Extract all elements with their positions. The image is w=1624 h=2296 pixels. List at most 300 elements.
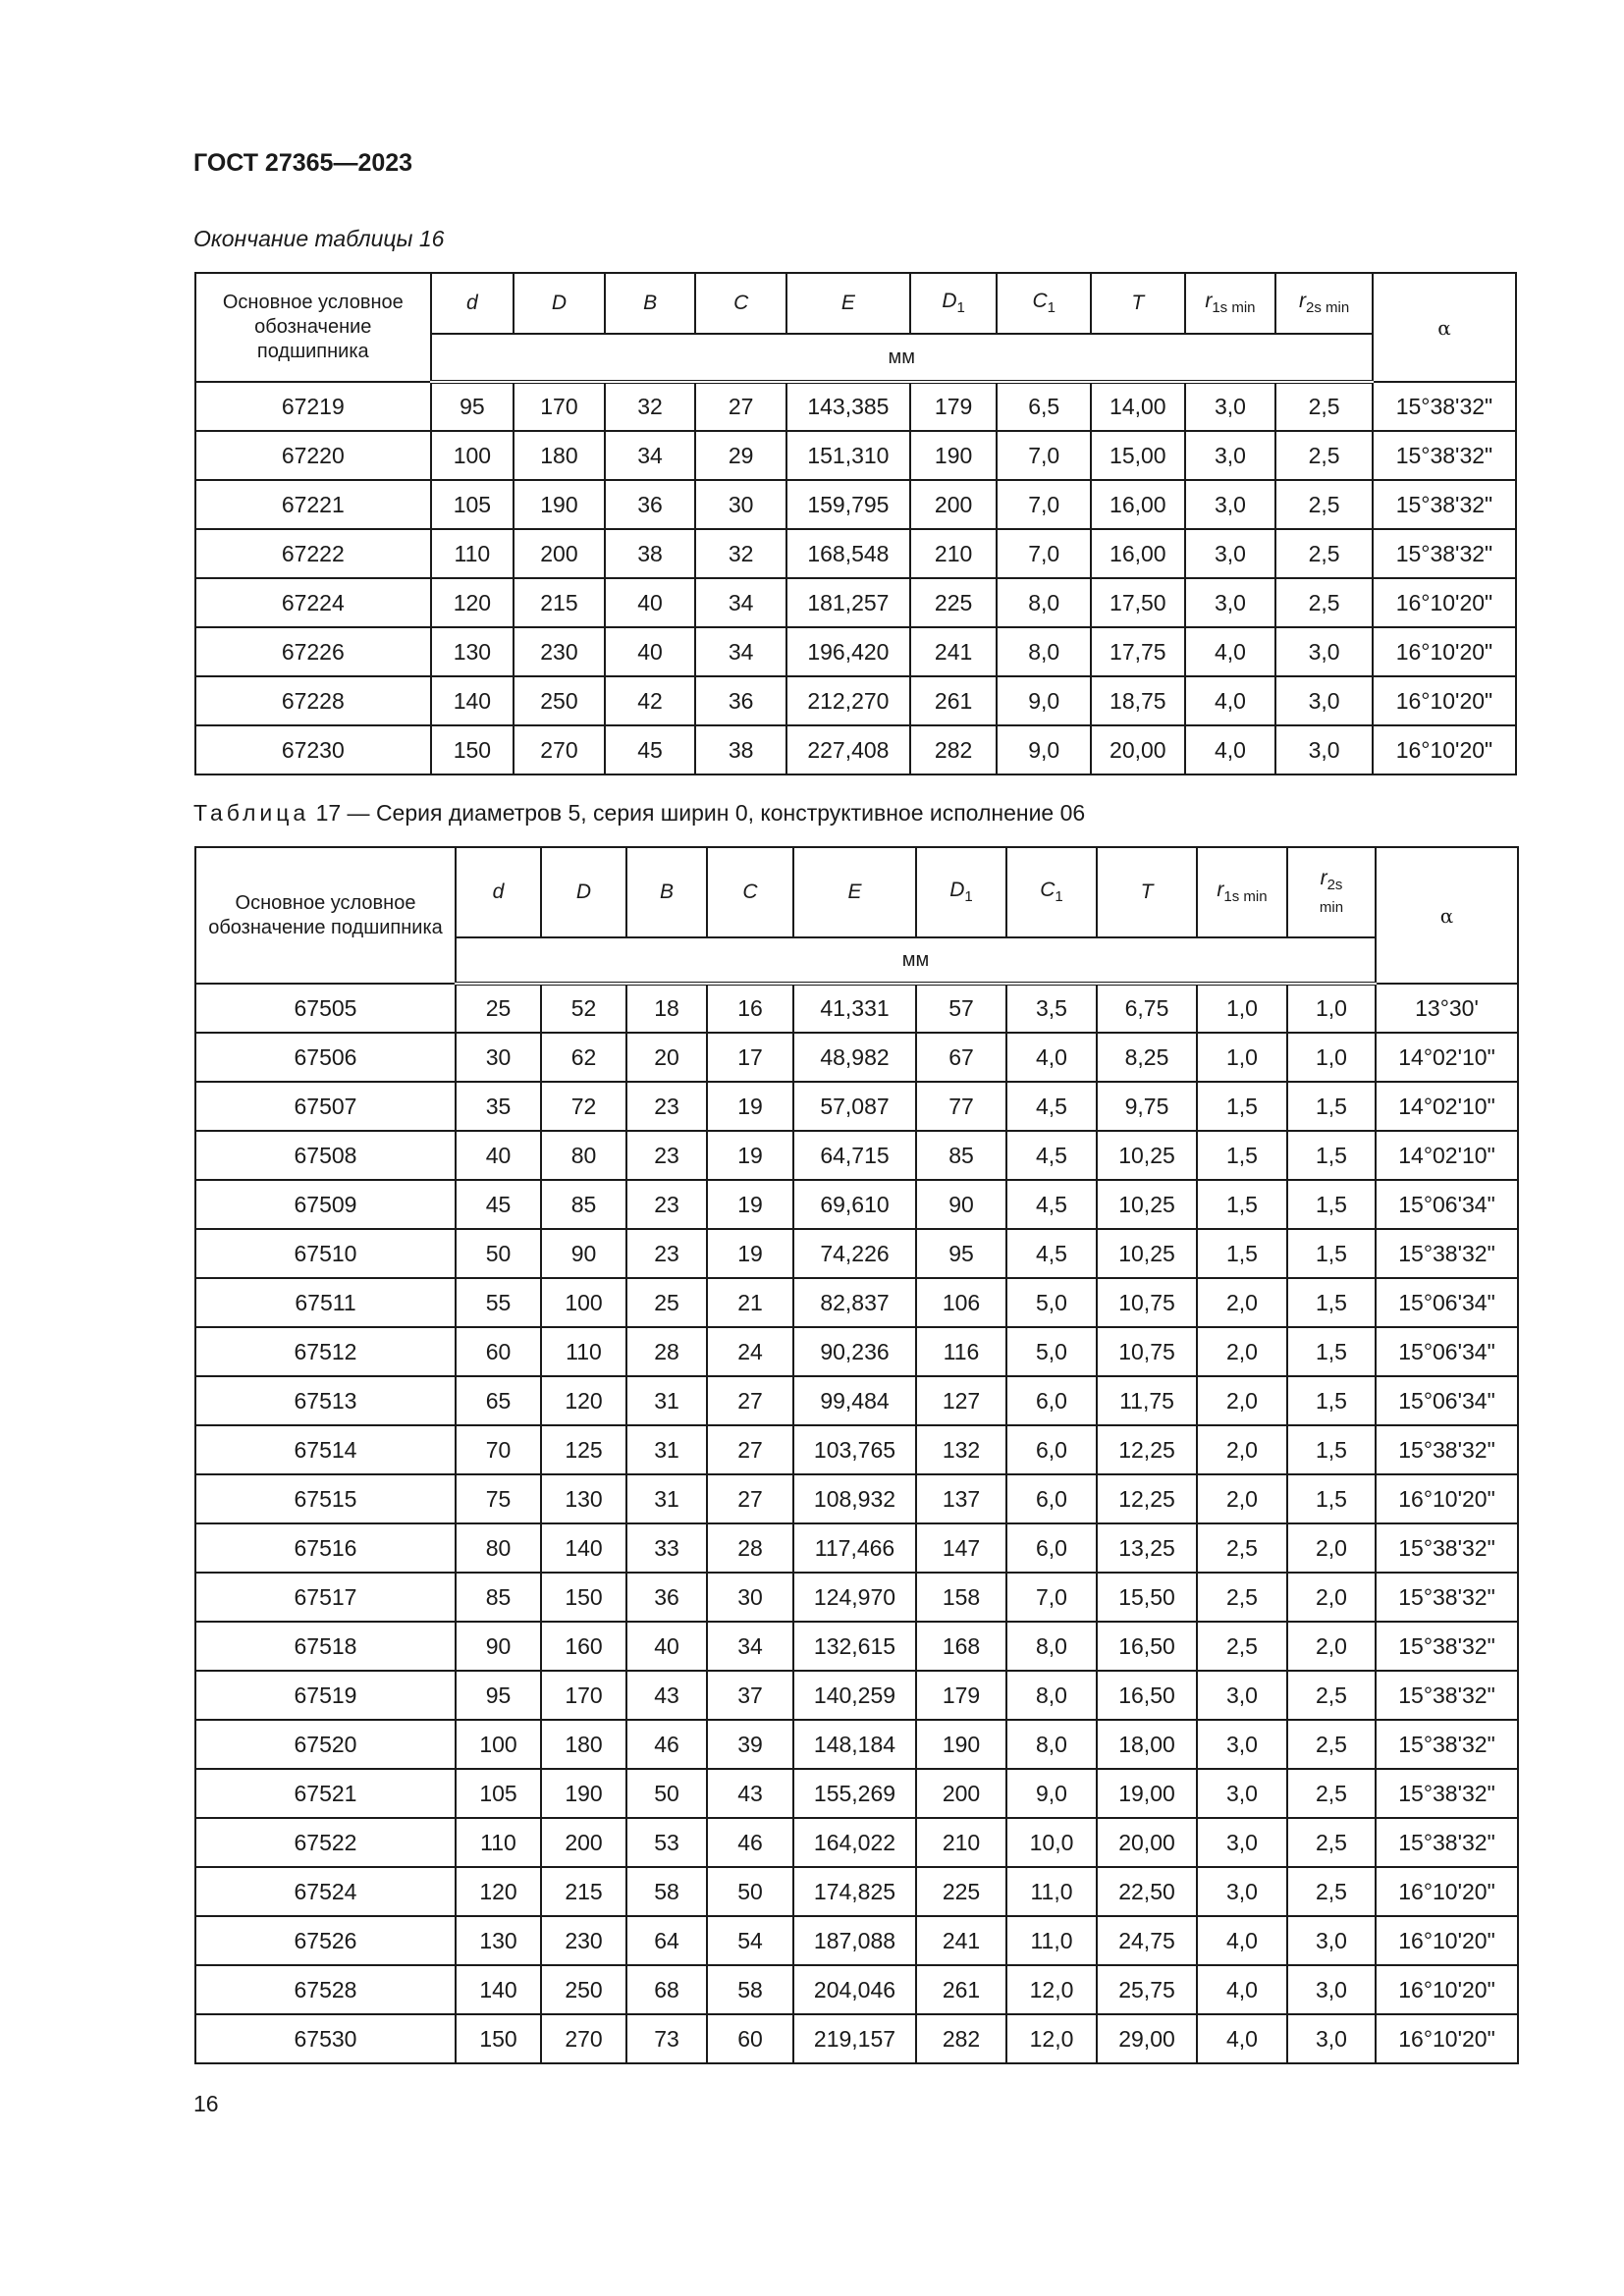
- table-cell: 261: [910, 676, 998, 725]
- table-cell: 34: [695, 627, 786, 676]
- table-cell: 3,0: [1185, 431, 1276, 480]
- table-cell: 16,50: [1097, 1622, 1197, 1671]
- table-cell: 12,0: [1006, 1965, 1097, 2014]
- table-cell: 15°06'34": [1376, 1278, 1518, 1327]
- table-cell: 132: [916, 1425, 1006, 1474]
- table-cell: 7,0: [997, 480, 1091, 529]
- table-cell: 42: [605, 676, 696, 725]
- table-cell: 67: [916, 1033, 1006, 1082]
- table-cell: 143,385: [786, 382, 910, 431]
- table-cell: 190: [910, 431, 998, 480]
- table-cell: 57,087: [793, 1082, 916, 1131]
- table-cell: 18,00: [1097, 1720, 1197, 1769]
- bearing-designation-cell: 67506: [195, 1033, 456, 1082]
- table-cell: 28: [707, 1523, 793, 1573]
- table-cell: 181,257: [786, 578, 910, 627]
- table-cell: 15°38'32": [1376, 1622, 1518, 1671]
- table-cell: 150: [541, 1573, 626, 1622]
- table-cell: 13,25: [1097, 1523, 1197, 1573]
- table-cell: 40: [605, 578, 696, 627]
- table-cell: 36: [626, 1573, 707, 1622]
- table-cell: 34: [707, 1622, 793, 1671]
- table-cell: 40: [626, 1622, 707, 1671]
- table-cell: 170: [514, 382, 605, 431]
- table-cell: 2,5: [1197, 1523, 1287, 1573]
- bearing-designation-cell: 67519: [195, 1671, 456, 1720]
- table-cell: 10,75: [1097, 1278, 1197, 1327]
- table-cell: 10,25: [1097, 1180, 1197, 1229]
- table-16-caption: Окончание таблицы 16: [193, 226, 445, 251]
- table-cell: 140: [541, 1523, 626, 1573]
- header-C: C: [707, 847, 793, 937]
- table-cell: 90: [456, 1622, 541, 1671]
- bearing-designation-cell: 67520: [195, 1720, 456, 1769]
- table-cell: 4,0: [1006, 1033, 1097, 1082]
- table-cell: 110: [431, 529, 514, 578]
- table-cell: 27: [707, 1376, 793, 1425]
- table-row: [195, 2014, 1518, 2063]
- table-cell: 15°38'32": [1376, 1818, 1518, 1867]
- table-cell: 24,75: [1097, 1916, 1197, 1965]
- table-cell: 31: [626, 1376, 707, 1425]
- table-cell: 12,0: [1006, 2014, 1097, 2063]
- table-cell: 2,5: [1197, 1622, 1287, 1671]
- header-T: T: [1097, 847, 1197, 937]
- table-cell: 8,0: [1006, 1671, 1097, 1720]
- table-cell: 12,25: [1097, 1474, 1197, 1523]
- table-cell: 1,5: [1287, 1474, 1376, 1523]
- table-cell: 85: [541, 1180, 626, 1229]
- table-cell: 19: [707, 1180, 793, 1229]
- table-cell: 3,0: [1275, 676, 1373, 725]
- table-cell: 190: [916, 1720, 1006, 1769]
- table-cell: 30: [456, 1033, 541, 1082]
- table-cell: 230: [514, 627, 605, 676]
- table-cell: 95: [431, 382, 514, 431]
- bearing-designation-cell: 67220: [195, 431, 431, 480]
- table-cell: 68: [626, 1965, 707, 2014]
- table-cell: 34: [605, 431, 696, 480]
- table-cell: 151,310: [786, 431, 910, 480]
- table-cell: 15°38'32": [1373, 480, 1516, 529]
- table-cell: 150: [431, 725, 514, 774]
- table-cell: 50: [456, 1229, 541, 1278]
- table-cell: 73: [626, 2014, 707, 2063]
- table-cell: 31: [626, 1474, 707, 1523]
- table-cell: 12,25: [1097, 1425, 1197, 1474]
- table-cell: 1,5: [1287, 1425, 1376, 1474]
- table-cell: 62: [541, 1033, 626, 1082]
- table-cell: 41,331: [793, 984, 916, 1033]
- table-cell: 17: [707, 1033, 793, 1082]
- table-row: [195, 1720, 1518, 1769]
- table-cell: 77: [916, 1082, 1006, 1131]
- table-cell: 23: [626, 1082, 707, 1131]
- table-cell: 110: [541, 1327, 626, 1376]
- table-cell: 46: [707, 1818, 793, 1867]
- table-cell: 130: [541, 1474, 626, 1523]
- table-cell: 270: [514, 725, 605, 774]
- table-cell: 23: [626, 1131, 707, 1180]
- table-cell: 187,088: [793, 1916, 916, 1965]
- table-cell: 168: [916, 1622, 1006, 1671]
- table-cell: 74,226: [793, 1229, 916, 1278]
- table-cell: 17,75: [1091, 627, 1185, 676]
- table-cell: 43: [707, 1769, 793, 1818]
- bearing-designation-cell: 67219: [195, 382, 431, 431]
- table-cell: 16: [707, 984, 793, 1033]
- table-cell: 4,0: [1185, 676, 1276, 725]
- table-cell: 1,5: [1197, 1180, 1287, 1229]
- table-cell: 140: [431, 676, 514, 725]
- table-cell: 270: [541, 2014, 626, 2063]
- table-cell: 15°38'32": [1376, 1425, 1518, 1474]
- table-cell: 14°02'10": [1376, 1082, 1518, 1131]
- table-cell: 2,5: [1275, 382, 1373, 431]
- table-cell: 21: [707, 1278, 793, 1327]
- table-cell: 9,0: [1006, 1769, 1097, 1818]
- table-row: [195, 1671, 1518, 1720]
- table-cell: 241: [916, 1916, 1006, 1965]
- table-cell: 2,0: [1197, 1327, 1287, 1376]
- table-cell: 17,50: [1091, 578, 1185, 627]
- table-cell: 70: [456, 1425, 541, 1474]
- table-cell: 18,75: [1091, 676, 1185, 725]
- header-r1s-min: $r_{1s min}$: [1185, 273, 1276, 334]
- table-cell: 190: [514, 480, 605, 529]
- table-cell: 1,5: [1287, 1082, 1376, 1131]
- table-row: [195, 1131, 1518, 1180]
- table-cell: 43: [626, 1671, 707, 1720]
- table-cell: 45: [456, 1180, 541, 1229]
- table-cell: 6,0: [1006, 1523, 1097, 1573]
- table-cell: 3,0: [1185, 480, 1276, 529]
- table-cell: 212,270: [786, 676, 910, 725]
- table-cell: 1,5: [1197, 1082, 1287, 1131]
- table-cell: 20: [626, 1033, 707, 1082]
- table-cell: 204,046: [793, 1965, 916, 2014]
- header-alpha: α: [1373, 273, 1516, 382]
- table-cell: 179: [916, 1671, 1006, 1720]
- table-cell: 100: [456, 1720, 541, 1769]
- table-cell: 4,5: [1006, 1082, 1097, 1131]
- table-cell: 2,5: [1287, 1671, 1376, 1720]
- table-cell: 85: [916, 1131, 1006, 1180]
- table-cell: 4,0: [1185, 725, 1276, 774]
- table-cell: 3,0: [1197, 1867, 1287, 1916]
- table-row: [195, 1033, 1518, 1082]
- table-cell: 105: [456, 1769, 541, 1818]
- bearing-designation-cell: 67517: [195, 1573, 456, 1622]
- table-cell: 7,0: [997, 529, 1091, 578]
- table-cell: 34: [695, 578, 786, 627]
- table-17-caption: Таблица 17 — Серия диаметров 5, серия ширин 0, конструктивное исполнение 06: [193, 800, 1086, 826]
- table-cell: 4,5: [1006, 1229, 1097, 1278]
- table-row: [195, 1769, 1518, 1818]
- table-cell: 15°06'34": [1376, 1376, 1518, 1425]
- table-cell: 11,0: [1006, 1916, 1097, 1965]
- table-cell: 4,0: [1197, 1916, 1287, 1965]
- bearing-designation-cell: 67511: [195, 1278, 456, 1327]
- table-cell: 132,615: [793, 1622, 916, 1671]
- table-cell: 19,00: [1097, 1769, 1197, 1818]
- header-B: B: [605, 273, 696, 334]
- table-cell: 53: [626, 1818, 707, 1867]
- table-cell: 6,0: [1006, 1474, 1097, 1523]
- table-cell: 1,5: [1287, 1229, 1376, 1278]
- header-E: E: [793, 847, 916, 937]
- table-cell: 179: [910, 382, 998, 431]
- header-d: d: [431, 273, 514, 334]
- table-cell: 10,0: [1006, 1818, 1097, 1867]
- header-alpha: α: [1376, 847, 1518, 984]
- table-cell: 16°10'20": [1373, 627, 1516, 676]
- table-cell: 14°02'10": [1376, 1033, 1518, 1082]
- table-cell: 2,0: [1197, 1425, 1287, 1474]
- header-D: D: [514, 273, 605, 334]
- table-cell: 15,00: [1091, 431, 1185, 480]
- table-cell: 99,484: [793, 1376, 916, 1425]
- table-cell: 23: [626, 1180, 707, 1229]
- table-row: [195, 1327, 1518, 1376]
- table-cell: 7,0: [997, 431, 1091, 480]
- table-row: [195, 1523, 1518, 1573]
- table-cell: 24: [707, 1327, 793, 1376]
- table-cell: 8,0: [1006, 1622, 1097, 1671]
- header-C1: $C_1$: [997, 273, 1091, 334]
- table-cell: 3,5: [1006, 984, 1097, 1033]
- table-cell: 16°10'20": [1376, 1474, 1518, 1523]
- table-cell: 16,50: [1097, 1671, 1197, 1720]
- table-cell: 164,022: [793, 1818, 916, 1867]
- table-cell: 25,75: [1097, 1965, 1197, 2014]
- table-cell: 32: [605, 382, 696, 431]
- table-cell: 31: [626, 1425, 707, 1474]
- table-cell: 3,0: [1197, 1818, 1287, 1867]
- table-cell: 3,0: [1185, 578, 1276, 627]
- table-row: [195, 1229, 1518, 1278]
- table-cell: 60: [707, 2014, 793, 2063]
- header-C1: $C_1$: [1006, 847, 1097, 937]
- table-row: [195, 676, 1516, 725]
- table-cell: 2,5: [1275, 529, 1373, 578]
- table-cell: 57: [916, 984, 1006, 1033]
- bearing-designation-cell: 67508: [195, 1131, 456, 1180]
- table-cell: 120: [541, 1376, 626, 1425]
- table-cell: 33: [626, 1523, 707, 1573]
- table-cell: 116: [916, 1327, 1006, 1376]
- table-cell: 15°38'32": [1373, 431, 1516, 480]
- table-cell: 1,5: [1287, 1180, 1376, 1229]
- table-row: [195, 1425, 1518, 1474]
- table-16: [194, 272, 1517, 775]
- table-cell: 58: [707, 1965, 793, 2014]
- table-cell: 124,970: [793, 1573, 916, 1622]
- table-cell: 130: [431, 627, 514, 676]
- table-cell: 16°10'20": [1373, 578, 1516, 627]
- table-cell: 64,715: [793, 1131, 916, 1180]
- table-cell: 1,5: [1197, 1229, 1287, 1278]
- table-cell: 127: [916, 1376, 1006, 1425]
- table-cell: 215: [514, 578, 605, 627]
- table-cell: 19: [707, 1131, 793, 1180]
- table-cell: 4,0: [1185, 627, 1276, 676]
- table-cell: 40: [456, 1131, 541, 1180]
- bearing-designation-cell: 67522: [195, 1818, 456, 1867]
- table-cell: 140,259: [793, 1671, 916, 1720]
- table-cell: 37: [707, 1671, 793, 1720]
- table-cell: 215: [541, 1867, 626, 1916]
- table-cell: 137: [916, 1474, 1006, 1523]
- table-cell: 117,466: [793, 1523, 916, 1573]
- header-T: T: [1091, 273, 1185, 334]
- table-cell: 170: [541, 1671, 626, 1720]
- table-cell: 27: [695, 382, 786, 431]
- table-cell: 120: [431, 578, 514, 627]
- table-cell: 225: [910, 578, 998, 627]
- table-cell: 27: [707, 1474, 793, 1523]
- table-cell: 58: [626, 1867, 707, 1916]
- table-cell: 2,5: [1275, 480, 1373, 529]
- table-cell: 39: [707, 1720, 793, 1769]
- table-cell: 54: [707, 1916, 793, 1965]
- table-cell: 8,0: [1006, 1720, 1097, 1769]
- table-cell: 15°38'32": [1376, 1229, 1518, 1278]
- table-cell: 15°06'34": [1376, 1180, 1518, 1229]
- table-cell: 180: [541, 1720, 626, 1769]
- table-cell: 11,0: [1006, 1867, 1097, 1916]
- header-units: мм: [456, 937, 1376, 984]
- table-cell: 100: [431, 431, 514, 480]
- header-B: B: [626, 847, 707, 937]
- header-bearing-designation: Основное условное обозначение подшипника: [195, 273, 431, 382]
- table-row: [195, 1573, 1518, 1622]
- table-row: [195, 627, 1516, 676]
- table-cell: 16°10'20": [1376, 1867, 1518, 1916]
- table-cell: 6,5: [997, 382, 1091, 431]
- table-cell: 20,00: [1091, 725, 1185, 774]
- bearing-designation-cell: 67510: [195, 1229, 456, 1278]
- table-cell: 100: [541, 1278, 626, 1327]
- table-cell: 65: [456, 1376, 541, 1425]
- table-cell: 19: [707, 1229, 793, 1278]
- table-cell: 14°02'10": [1376, 1131, 1518, 1180]
- header-d: d: [456, 847, 541, 937]
- table-row: [195, 1622, 1518, 1671]
- table-cell: 15°38'32": [1376, 1720, 1518, 1769]
- header-units: мм: [431, 334, 1373, 382]
- bearing-designation-cell: 67515: [195, 1474, 456, 1523]
- table-cell: 148,184: [793, 1720, 916, 1769]
- table-cell: 16°10'20": [1376, 2014, 1518, 2063]
- bearing-designation-cell: 67509: [195, 1180, 456, 1229]
- table-cell: 36: [695, 676, 786, 725]
- table-cell: 9,0: [997, 725, 1091, 774]
- table-cell: 1,5: [1287, 1327, 1376, 1376]
- table-cell: 8,0: [997, 627, 1091, 676]
- table-cell: 16,00: [1091, 529, 1185, 578]
- table-cell: 160: [541, 1622, 626, 1671]
- table-cell: 130: [456, 1916, 541, 1965]
- table-cell: 9,0: [997, 676, 1091, 725]
- table-cell: 1,5: [1287, 1278, 1376, 1327]
- table-row: [195, 1965, 1518, 2014]
- table-cell: 2,0: [1287, 1622, 1376, 1671]
- table-cell: 9,75: [1097, 1082, 1197, 1131]
- table-cell: 3,0: [1197, 1720, 1287, 1769]
- bearing-designation-cell: 67524: [195, 1867, 456, 1916]
- table-cell: 225: [916, 1867, 1006, 1916]
- table-row: [195, 1278, 1518, 1327]
- table-cell: 69,610: [793, 1180, 916, 1229]
- table-cell: 110: [456, 1818, 541, 1867]
- table-cell: 250: [514, 676, 605, 725]
- table-cell: 14,00: [1091, 382, 1185, 431]
- table-cell: 23: [626, 1229, 707, 1278]
- table-cell: 15°38'32": [1376, 1573, 1518, 1622]
- table-row: [195, 1867, 1518, 1916]
- table-cell: 282: [916, 2014, 1006, 2063]
- table-cell: 75: [456, 1474, 541, 1523]
- table-cell: 2,5: [1275, 578, 1373, 627]
- table-cell: 103,765: [793, 1425, 916, 1474]
- table-cell: 15°38'32": [1373, 382, 1516, 431]
- bearing-designation-cell: 67512: [195, 1327, 456, 1376]
- table-cell: 10,25: [1097, 1229, 1197, 1278]
- table-cell: 29: [695, 431, 786, 480]
- table-cell: 2,5: [1287, 1720, 1376, 1769]
- table-row: [195, 1376, 1518, 1425]
- table-cell: 5,0: [1006, 1327, 1097, 1376]
- table-cell: 85: [456, 1573, 541, 1622]
- table-cell: 55: [456, 1278, 541, 1327]
- bearing-designation-cell: 67228: [195, 676, 431, 725]
- table-cell: 95: [916, 1229, 1006, 1278]
- table-cell: 3,0: [1275, 725, 1373, 774]
- table-cell: 32: [695, 529, 786, 578]
- table-cell: 72: [541, 1082, 626, 1131]
- table-cell: 16°10'20": [1376, 1916, 1518, 1965]
- table-cell: 2,0: [1287, 1523, 1376, 1573]
- header-r2s-min: $r_{2s}$ min: [1287, 847, 1376, 937]
- table-cell: 16°10'20": [1376, 1965, 1518, 2014]
- table-cell: 150: [456, 2014, 541, 2063]
- table-cell: 35: [456, 1082, 541, 1131]
- table-cell: 190: [541, 1769, 626, 1818]
- table-cell: 250: [541, 1965, 626, 2014]
- table-cell: 52: [541, 984, 626, 1033]
- bearing-designation-cell: 67513: [195, 1376, 456, 1425]
- table-row: [195, 1474, 1518, 1523]
- standard-header: ГОСТ 27365—2023: [193, 149, 413, 177]
- bearing-designation-cell: 67222: [195, 529, 431, 578]
- table-cell: 3,0: [1287, 1965, 1376, 2014]
- table-cell: 80: [456, 1523, 541, 1573]
- table-cell: 1,5: [1287, 1131, 1376, 1180]
- bearing-designation-cell: 67530: [195, 2014, 456, 2063]
- table-cell: 196,420: [786, 627, 910, 676]
- table-cell: 1,0: [1287, 1033, 1376, 1082]
- bearing-designation-cell: 67521: [195, 1769, 456, 1818]
- header-bearing-designation: Основное условное обозначение подшипника: [195, 847, 456, 984]
- table-cell: 28: [626, 1327, 707, 1376]
- table-row: [195, 1082, 1518, 1131]
- table-cell: 227,408: [786, 725, 910, 774]
- table-cell: 282: [910, 725, 998, 774]
- table-cell: 30: [707, 1573, 793, 1622]
- table-cell: 6,0: [1006, 1376, 1097, 1425]
- table-cell: 95: [456, 1671, 541, 1720]
